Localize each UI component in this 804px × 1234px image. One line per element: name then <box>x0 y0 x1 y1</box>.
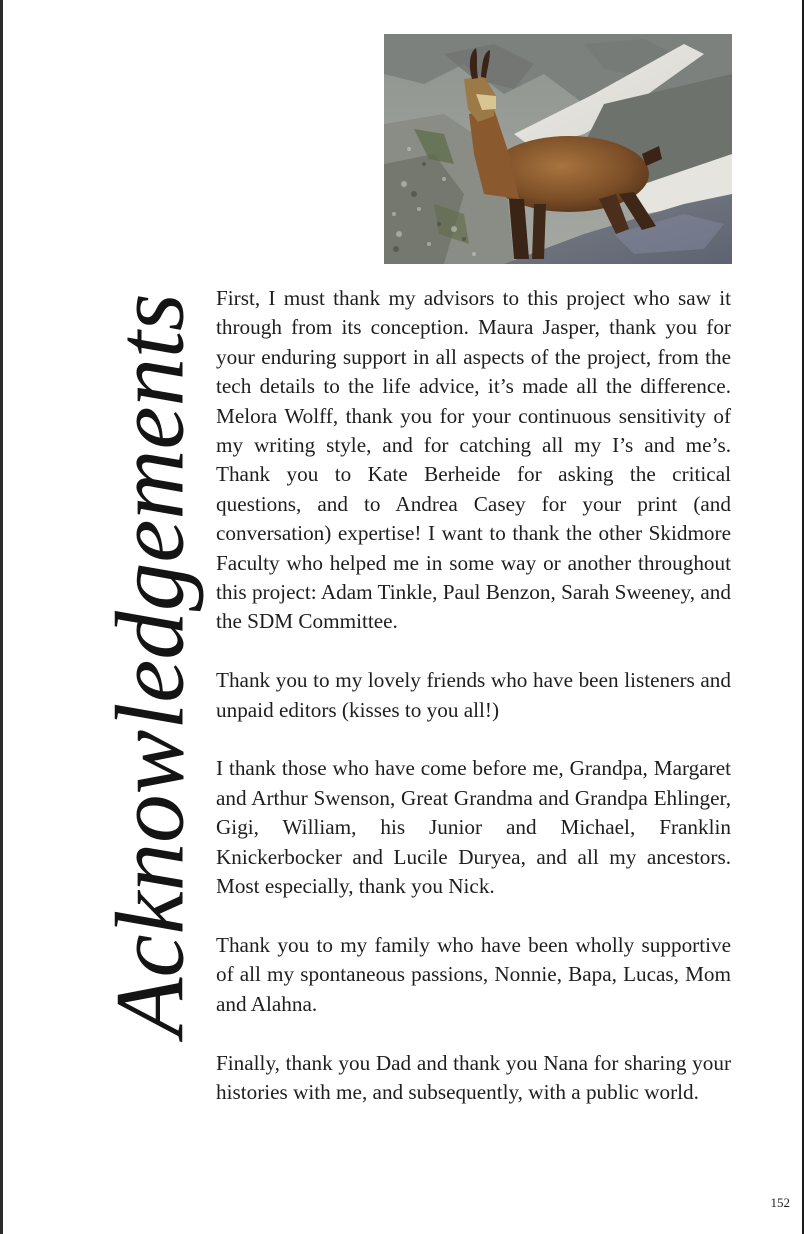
acknowledgements-body <box>216 284 731 1137</box>
vertical-title-container <box>96 285 204 1045</box>
page-left-border <box>0 0 3 1234</box>
paragraph-family: Thank you to my family who have been wholly supportive of all my spontaneous passions, Nonnie, Bapa, Lucas, Mom and Alahna. <box>216 932 731 1016</box>
page-number: 152 <box>770 1195 790 1210</box>
chamois-image-icon <box>384 34 732 264</box>
paragraph-advisors: First, I must thank my advisors to this project who saw it through from its conception. Maura Jasper, thank you for your enduring support in all aspects of the project, from the tech details to the life advice, it’s made all the difference. Melora Wolff, thank you for your continuous sensitivity of my writing style, and for catching all my I’s and me’s. Thank you to Kate Berheide for asking the critical questions, and to Andrea Casey for your print (and conversation) expertise! I want to thank the other Skidmore Faculty who helped me in some way or another throughout this project: Adam Tinkle, Paul Benzon, Sarah Sweeney, and the SDM Committee. <box>216 286 731 634</box>
page-title: Acknowledgements <box>96 293 204 1037</box>
paragraph-friends: Thank you to my lovely friends who have been listeners and unpaid editors (kisses to you all!) <box>216 668 731 722</box>
chamois-photo <box>384 34 732 264</box>
paragraph-dad-nana: Finally, thank you Dad and thank you Nana for sharing your histories with me, and subsequently, with a public world. <box>216 1050 731 1104</box>
paragraph-ancestors: I thank those who have come before me, Grandpa, Margaret and Arthur Swenson, Great Grandma and Grandpa Ehlinger, Gigi, William, his Junior and Michael, Franklin Knickerbocker and Lucile Duryea, and all my ancestors. Most especially, thank you Nick. <box>216 756 731 899</box>
